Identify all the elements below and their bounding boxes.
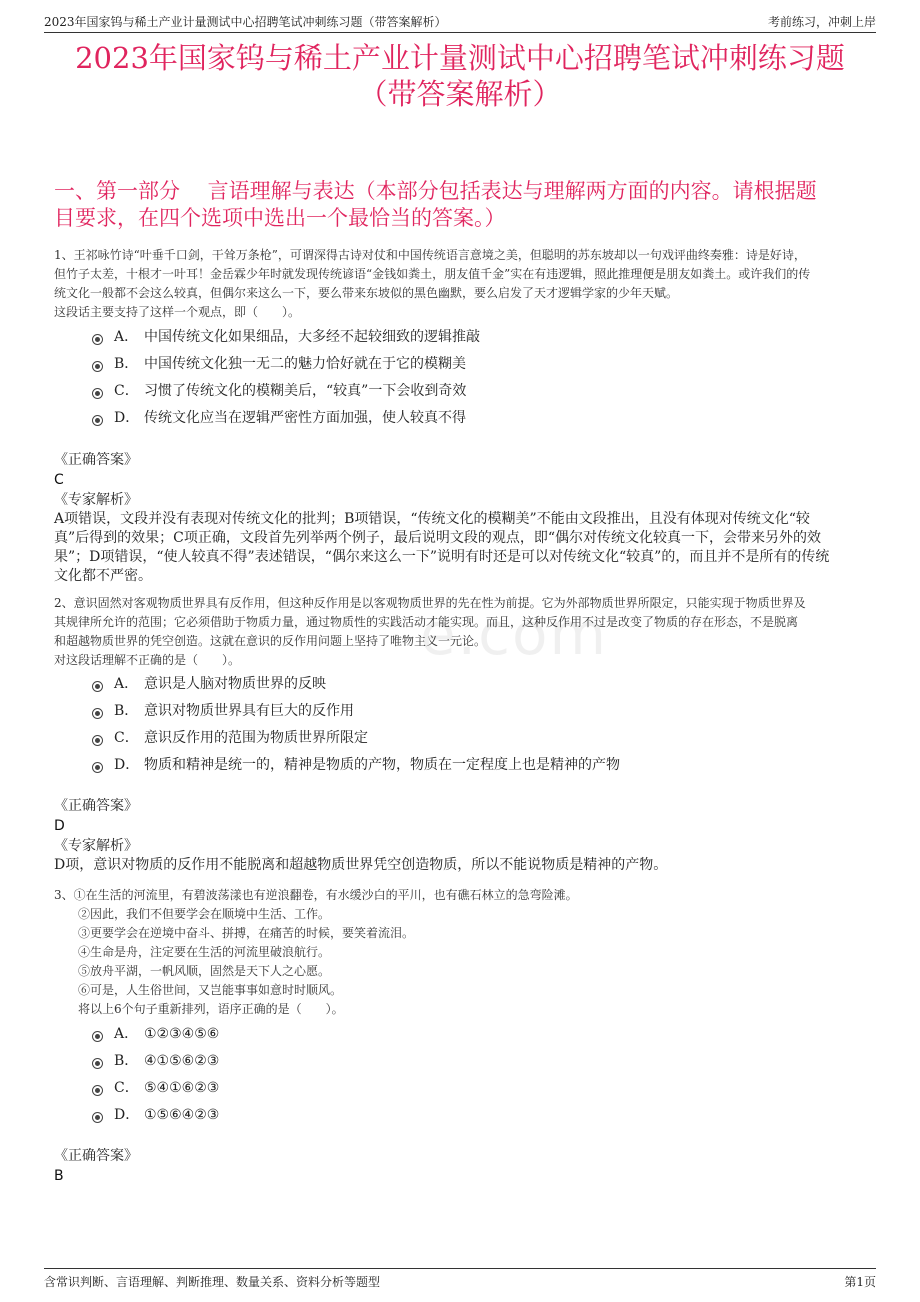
radio-icon[interactable]: [92, 1085, 103, 1096]
option-c[interactable]: [92, 381, 860, 408]
radio-icon[interactable]: [92, 708, 103, 719]
explain-line: 文化都不严密。: [54, 568, 152, 584]
option-letter: C．: [114, 1080, 139, 1096]
option-b[interactable]: [92, 1051, 860, 1078]
question-text-line: 这段话主要支持了这样一个观点，即（ ）。: [54, 305, 301, 319]
option-letter: A．: [114, 329, 139, 345]
option-text: 习惯了传统文化的模糊美后，“较真”一下会收到奇效: [144, 383, 467, 399]
radio-icon[interactable]: [92, 415, 103, 426]
radio-icon[interactable]: [92, 334, 103, 345]
explain-line: A项错误，文段并没有表现对传统文化的批判；B项错误，“传统文化的模糊美”不能由文段推出，且没有体现对传统文化“较: [54, 511, 810, 527]
option-text: ①⑤⑥④②③: [144, 1107, 220, 1123]
explain-label: 《专家解析》: [54, 492, 138, 508]
option-letter: D．: [114, 1107, 140, 1123]
option-text: 意识对物质世界具有巨大的反作用: [144, 703, 354, 719]
question-text-line: 1、王祁咏竹诗“叶垂千口剑，干耸万条枪”，可谓深得古诗对仗和中国传统语言意境之美，但聪明的苏东坡却以一句戏评曲终奏雅：诗是好诗，: [54, 248, 806, 262]
question-2-answer: [54, 796, 870, 875]
option-text: 中国传统文化如果细品，大多经不起较细致的逻辑推敲: [144, 329, 480, 345]
section-heading-line-1: 一、第一部分 言语理解与表达（本部分包括表达与理解两方面的内容。请根据题: [54, 179, 817, 203]
option-letter: D．: [114, 757, 140, 773]
answer-label: 《正确答案》: [54, 798, 138, 814]
question-3-text: [54, 886, 870, 1019]
question-text-line: 但竹子太差，十根才一叶耳！金岳霖少年时就发现传统谚语“金钱如粪土，朋友值千金”实在有违逻辑，照此推理便是朋友如粪土。或许我们的传: [54, 267, 811, 281]
section-heading: [54, 178, 866, 232]
question-2-options: [92, 674, 860, 782]
question-2-text: [54, 594, 870, 670]
option-letter: B．: [114, 356, 139, 372]
radio-icon[interactable]: [92, 735, 103, 746]
title-line-1: 2023年国家钨与稀土产业计量测试中心招聘笔试冲刺练习题: [75, 41, 845, 75]
question-3-answer: [54, 1146, 870, 1186]
option-a[interactable]: [92, 327, 860, 354]
question-text-line: 2、意识固然对客观物质世界具有反作用，但这种反作用是以客观物质世界的先在性为前提。它为外部物质世界所限定，只能实现于物质世界及: [54, 596, 806, 610]
option-letter: C．: [114, 383, 139, 399]
header-slogan: 考前练习，冲刺上岸: [767, 15, 876, 29]
option-d[interactable]: [92, 755, 860, 782]
page-number: 第1页: [844, 1275, 876, 1289]
page-footer: [44, 1268, 876, 1293]
radio-icon[interactable]: [92, 1031, 103, 1042]
option-d[interactable]: [92, 1105, 860, 1132]
option-text: 意识反作用的范围为物质世界所限定: [144, 730, 368, 746]
explain-text: [54, 510, 870, 586]
option-c[interactable]: [92, 1078, 860, 1105]
option-letter: B．: [114, 1053, 139, 1069]
explain-label: 《专家解析》: [54, 838, 138, 854]
question-text-line: 将以上6个句子重新排列，语序正确的是（ ）。: [78, 1002, 344, 1016]
answer-label: 《正确答案》: [54, 1148, 138, 1164]
question-text-line: 3、①在生活的河流里，有碧波荡漾也有逆浪翻卷，有水缓沙白的平川，也有礁石林立的急弯险滩。: [54, 888, 578, 902]
question-text-line: 和超越物质世界的凭空创造。这就在意识的反作用问题上坚持了唯物主义一元论。: [54, 634, 487, 648]
document-title: [44, 40, 876, 112]
option-c[interactable]: [92, 728, 860, 755]
answer-value: C: [54, 472, 64, 488]
explain-line: 真”后得到的效果；C项正确，文段首先列举两个例子，最后说明文段的观点，即“偶尔对传统文化较真一下，会带来另外的效: [54, 530, 822, 546]
explain-text: [54, 856, 870, 875]
question-text-line: ③更要学会在逆境中奋斗、拼搏，在痛苦的时候，要笑着流泪。: [78, 926, 415, 940]
question-text-line: 其规律所允许的范围；它必须借助于物质力量，通过物质性的实践活动才能实现。而且，这种反作用不过是改变了物质的存在形态，不是脱离: [54, 615, 799, 629]
option-letter: B．: [114, 703, 139, 719]
radio-icon[interactable]: [92, 762, 103, 773]
radio-icon[interactable]: [92, 1058, 103, 1069]
option-letter: A．: [114, 1026, 139, 1042]
question-text-line: ⑤放舟平湖，一帆风顺，固然是天下人之心愿。: [78, 964, 331, 978]
explain-line: 果”；D项错误，“使人较真不得”表述错误，“偶尔来这么一下”说明有时还是可以对传统文化“较真”的，而且并不是所有的传统: [54, 549, 830, 565]
question-1-text: [54, 246, 870, 322]
radio-icon[interactable]: [92, 1112, 103, 1123]
option-text: 物质和精神是统一的，精神是物质的产物，物质在一定程度上也是精神的产物: [144, 757, 620, 773]
question-text-line: ⑥可是，人生俗世间，又岂能事事如意时时顺风。: [78, 983, 343, 997]
section-heading-line-2: 目要求，在四个选项中选出一个最恰当的答案。）: [54, 206, 506, 230]
header-doc-title: 2023年国家钨与稀土产业计量测试中心招聘笔试冲刺练习题（带答案解析）: [44, 15, 447, 29]
footer-topics: 含常识判断、言语理解、判断推理、数量关系、资料分析等题型: [44, 1275, 381, 1289]
radio-icon[interactable]: [92, 681, 103, 692]
question-text-line: 对这段话理解不正确的是（ ）。: [54, 653, 241, 667]
option-letter: C．: [114, 730, 139, 746]
question-3-options: [92, 1024, 860, 1132]
question-text-line: ②因此，我们不但要学会在顺境中生活、工作。: [78, 907, 331, 921]
option-text: ⑤④①⑥②③: [144, 1080, 220, 1096]
option-d[interactable]: [92, 408, 860, 435]
radio-icon[interactable]: [92, 388, 103, 399]
option-letter: D．: [114, 410, 140, 426]
title-line-2: （带答案解析）: [358, 77, 562, 111]
explain-line: D项，意识对物质的反作用不能脱离和超越物质世界凭空创造物质，所以不能说物质是精神的产物。: [54, 857, 668, 873]
option-b[interactable]: [92, 701, 860, 728]
watermark: e.com: [420, 600, 608, 668]
option-text: ①②③④⑤⑥: [144, 1026, 220, 1042]
option-a[interactable]: [92, 1024, 860, 1051]
radio-icon[interactable]: [92, 361, 103, 372]
answer-value: D: [54, 818, 65, 834]
option-text: 传统文化应当在逻辑严密性方面加强，使人较真不得: [144, 410, 466, 426]
page-header: [44, 10, 876, 33]
answer-label: 《正确答案》: [54, 452, 138, 468]
answer-value: B: [54, 1168, 64, 1184]
option-a[interactable]: [92, 674, 860, 701]
option-text: 中国传统文化独一无二的魅力恰好就在于它的模糊美: [144, 356, 466, 372]
question-1-options: [92, 327, 860, 435]
question-1-answer: [54, 450, 870, 586]
option-text: 意识是人脑对物质世界的反映: [144, 676, 326, 692]
option-letter: A．: [114, 676, 139, 692]
option-b[interactable]: [92, 354, 860, 381]
option-text: ④①⑤⑥②③: [144, 1053, 220, 1069]
question-text-line: 统文化一般都不会这么较真，但偶尔来这么一下，要么带来东坡似的黑色幽默，要么启发了天才逻辑学家的少年天赋。: [54, 286, 679, 300]
question-text-line: ④生命是舟，注定要在生活的河流里破浪航行。: [78, 945, 331, 959]
